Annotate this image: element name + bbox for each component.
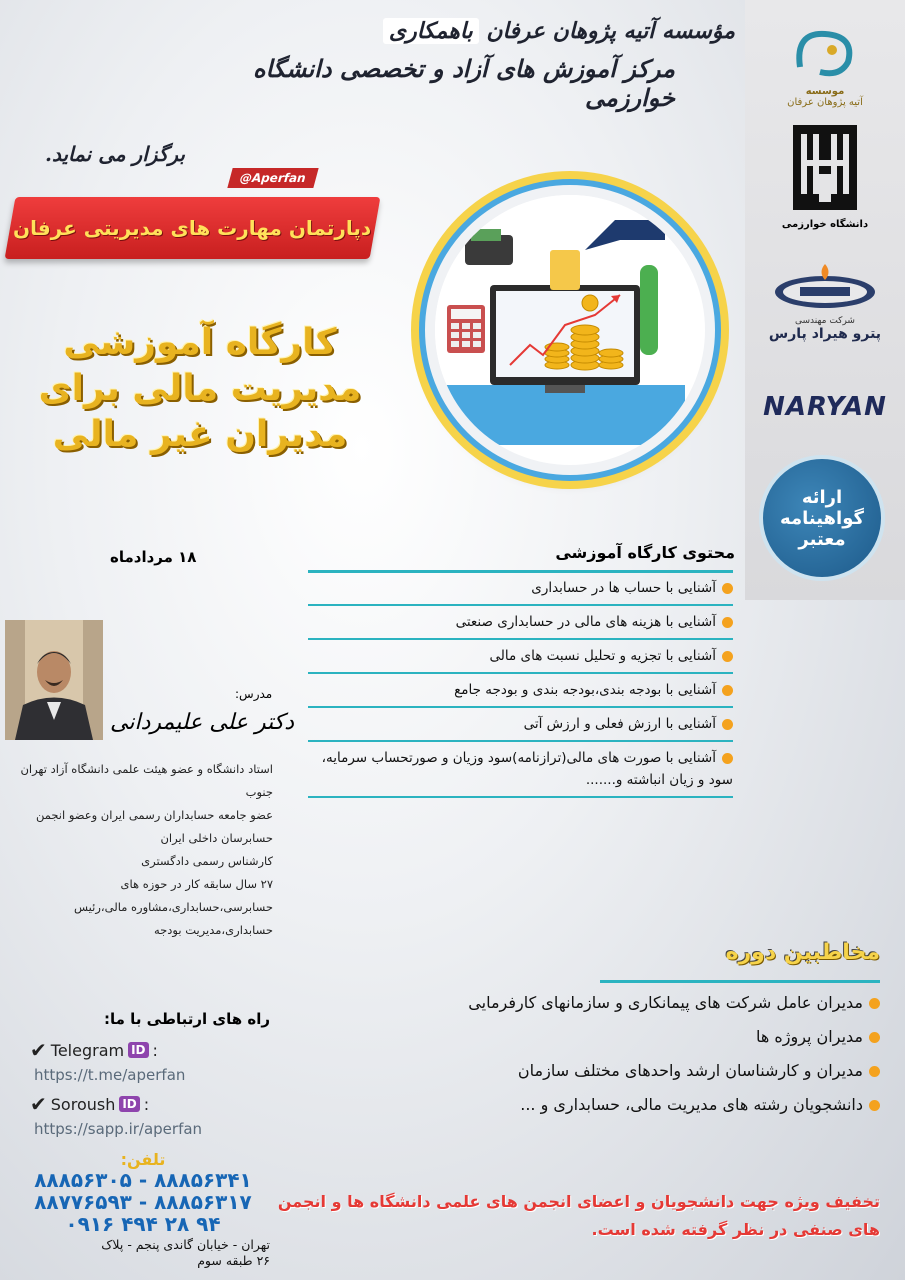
bullet-icon — [722, 583, 733, 594]
hirad-logo — [755, 262, 895, 342]
naryan-logo: NARYAN — [763, 392, 887, 422]
audience-list — [420, 986, 880, 1122]
bullet-icon — [722, 753, 733, 764]
id-icon: ID — [128, 1042, 148, 1058]
instructor-bio — [8, 758, 273, 942]
hirad-name: پترو هیراد پارس — [768, 326, 882, 342]
list-item: مدیران و کارشناسان ارشد واحدهای مختلف سازمان — [420, 1054, 880, 1088]
soroush-link[interactable]: https://sapp.ir/aperfan — [34, 1120, 203, 1138]
instructor-label: مدرس: — [235, 687, 273, 701]
bullet-icon — [722, 719, 733, 730]
instructor-name: دکتر علی علیمردانی — [110, 710, 295, 735]
money-bag-icon — [550, 250, 580, 290]
hirad-emblem — [770, 262, 880, 312]
soroush-label: Soroush — [50, 1094, 116, 1114]
instructor-portrait — [5, 620, 103, 740]
finance-illustration-svg — [435, 195, 685, 445]
department-label: دپارتمان مهارت های مدیریتی عرفان — [13, 216, 372, 240]
checkmark-icon: ✔ — [30, 1038, 47, 1062]
bullet-icon — [869, 1066, 880, 1077]
list-item: آشنایی با ارزش فعلی و ارزش آتی — [308, 708, 733, 742]
list-item: دانشجویان رشته های مدیریت مالی، حسابداری و ... — [420, 1088, 880, 1122]
kharazmi-name: دانشگاه خوارزمی — [781, 219, 869, 230]
phone-line: ۰۹۱۶ ۴۹۴ ۲۸ ۹۴ — [65, 1212, 221, 1236]
contact-title: راه های ارتباطی با ما: — [104, 1010, 270, 1028]
content-title: محتوی کارگاه آموزشی — [555, 543, 735, 562]
title-line-1: کارگاه آموزشی — [63, 322, 337, 363]
workshop-date: ۱۸ مردادماه — [110, 548, 197, 566]
audience-title: مخاطبین دوره — [725, 940, 880, 965]
hirad-company-type: شرکت مهندسی — [795, 316, 855, 326]
audience-rule — [600, 980, 880, 983]
list-item: آشنایی با تجزیه و تحلیل نسبت های مالی — [308, 640, 733, 674]
instructor-photo — [5, 620, 103, 740]
checkmark-icon: ✔ — [30, 1092, 47, 1116]
header-organizer: مؤسسه آتیه پژوهان عرفان — [486, 18, 735, 44]
workshop-title — [20, 320, 380, 458]
phone-line: ۸۸۷۷۶۵۹۳ - ۸۸۸۵۶۳۱۷ — [34, 1190, 252, 1214]
telegram-link[interactable]: https://t.me/aperfan — [34, 1066, 186, 1084]
cactus-icon — [640, 265, 658, 355]
content-list — [308, 572, 733, 798]
certificate-badge — [759, 455, 885, 581]
atiyeh-subtitle: آتیه پژوهان عرفان — [787, 97, 863, 108]
bullet-icon — [722, 685, 733, 696]
kharazmi-logo — [755, 120, 895, 230]
phone-block — [18, 1150, 268, 1235]
certificate-line-2: گواهینامه — [780, 507, 864, 529]
certificate-line-1: ارائه — [801, 486, 843, 508]
address: تهران - خیابان گاندی پنجم - پلاک ۲۶ طبقه سوم — [101, 1237, 270, 1268]
atiyeh-name: موسسه — [805, 86, 845, 97]
list-item: آشنایی با هزینه های مالی در حسابداری صنعتی — [308, 606, 733, 640]
bio-line: استاد دانشگاه و عضو هیئت علمی دانشگاه آزاد تهران جنوب — [20, 762, 273, 799]
list-item: مدیران پروژه ها — [420, 1020, 880, 1054]
title-line-3: مدیران غیر مالی — [52, 414, 348, 455]
list-item: آشنایی با صورت های مالی(ترازنامه)سود وزیان و صورتحساب سرمایه، سود و زیان انباشته و....... — [308, 742, 733, 798]
phone-line: ۸۸۸۵۶۳۰۵ - ۸۸۸۵۶۳۴۱ — [34, 1168, 252, 1192]
list-item: آشنایی با حساب ها در حسابداری — [308, 572, 733, 606]
header-collaboration: باهمکاری — [383, 18, 479, 44]
bullet-icon — [869, 1032, 880, 1043]
header — [155, 18, 735, 112]
social-handle: @Aperfan — [227, 168, 318, 188]
bio-line: کارشناس رسمی دادگستری — [141, 854, 273, 868]
department-banner — [5, 197, 381, 259]
title-line-2: مدیریت مالی برای — [38, 368, 362, 409]
bullet-icon — [722, 651, 733, 662]
kharazmi-emblem — [785, 120, 865, 215]
bio-line: ۲۷ سال سابقه کار در حوزه های حسابرسی،حسابداری،مشاوره مالی،رئیس حسابداری،مدیریت بودجه — [74, 877, 273, 937]
bio-line: عضو جامعه حسابداران رسمی ایران وعضو انجمن حسابرسان داخلی ایران — [35, 808, 273, 845]
header-organizes: برگزار می نماید. — [45, 142, 185, 166]
finance-illustration — [425, 185, 715, 475]
bullet-icon — [722, 617, 733, 628]
list-item: مدیران عامل شرکت های پیمانکاری و سازمانهای کارفرمایی — [420, 986, 880, 1020]
phone-label: تلفن: — [120, 1150, 166, 1169]
id-icon: ID — [119, 1096, 139, 1112]
soroush-row: ✔ Soroush ID : — [30, 1092, 150, 1116]
list-item: آشنایی با بودجه بندی،بودجه بندی و بودجه جامع — [308, 674, 733, 708]
bullet-icon — [869, 1100, 880, 1111]
telegram-label: Telegram — [50, 1040, 125, 1060]
certificate-line-3: معتبر — [798, 528, 846, 550]
contact-section — [30, 1010, 270, 1146]
bullet-icon — [869, 998, 880, 1009]
telegram-row: ✔ Telegram ID : — [30, 1038, 158, 1062]
header-center: مرکز آموزش های آزاد و تخصصی دانشگاه خوارزمی — [252, 54, 675, 112]
atiyeh-logo-mark — [790, 22, 860, 82]
atiyeh-logo — [755, 22, 895, 108]
discount-notice: تخفیف ویژه جهت دانشجویان و اعضای انجمن های علمی دانشگاه ها و انجمن های صنفی در نظر گرفته شده است. — [277, 1192, 880, 1239]
